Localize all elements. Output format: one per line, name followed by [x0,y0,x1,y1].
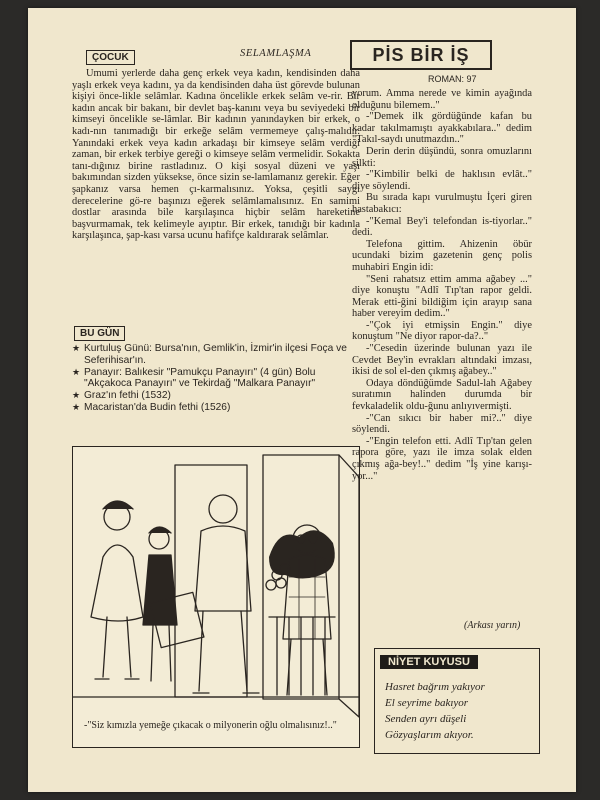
serial-paragraph: -"Can sıkıcı bir haber mi?.." diye söylendi. [352,412,532,436]
cartoon-drawing [73,447,359,747]
poem-line: Hasret bağrım yakıyor [385,681,485,693]
serial-paragraph: "Seni rahatsız ettim amma ağabey ..." diye konuştu "Adlî Tıp'tan rapor geldi. Merak etti-ğini bildiğim için arayıp sana haber vereyim dedim.." [352,273,532,320]
bugun-item: ★ Panayır: Balıkesir "Pamukçu Panayırı" (4 gün) Bolu "Akçakoca Panayırı" ve Tekirdağ "Malkara Panayır" [72,367,358,391]
serial-paragraph: -"Engin telefon etti. Adlî Tıp'tan gelen rapora göre, yazı ile imza solak elden çıkmış ağa-bey!.." dedim "İş yine karışı-yor..." [352,435,532,482]
poem-line: Gözyaşlarım akıyor. [385,729,474,741]
cocuk-paragraph: Umumi yerlerde daha genç erkek veya kadın, kendisinden daha yaşlı erkek veya kadını, ya da kendisinden daha üst görevde bulunan kişiyi önce-likle selâmlar. Kadına öncelikle erkek selâm ve-rir. Bir kadın ancak bir bakanı, bir devlet baş-kanını veya bu seviyedeki bir kimseyi öncelikle se-lâmlar. Bir kadının yanındayken bir erkek, o kadı-nın tanımadığı bir erkeğe selâm vermemeye çalış-malıdır. Yanındaki erkek veya kadın arkadaşı bir kimseye selâm verdiği zaman, bir erkek terbiye gereği o kimseye selâm vermelidir. Sokakta tanı-dığınız birine rastladınız. O kişi sosyal düzeni ve yaşı bakımından sizden yüksekse, önce sizin se-lamlamanız gerekir. Eğer şapkanız varsa hemen çı-karmalısınız. Yoksa, çeşitli saygı derecelerine gö-re başınızı eğerek selâmlamalısınız. En samimi dostlar arasında bile karşılaşınca hiçbir selâm hareketine başvurmamak, tek kelimeyle ayıptır. Bir erkek, tanıdığı bir kadınla karşılaşınca, şap-kası varsa ucunu hafifçe kaldırarak selâmlar. [72,68,360,242]
serial-paragraph: Derin derin düşündü, sonra omuzlarını silkti: [352,145,532,169]
niyet-kuyusu-label: NİYET KUYUSU [380,655,478,669]
newspaper-clipping [28,8,576,792]
cocuk-heading: SELAMLAŞMA [240,48,312,59]
cocuk-section-label: ÇOCUK [86,50,135,65]
poem [385,679,485,743]
serial-paragraph: -"Kimbilir belki de haklısın evlât.." diye söylendi. [352,169,532,192]
serial-paragraph: Telefona gittim. Ahizenin öbür ucundaki bizim gazetenin genç polis muhabiri Engin idi: [352,238,532,273]
serial-paragraph: -"Cesedin üzerinde bulunan yazı ile Cevdet Bey'in evrakları altındaki imzası, ikisi de sol el-den çıkmış ağabey.." [352,343,532,378]
cocuk-article [72,68,360,242]
bugun-item: ★ Macaristan'da Budin fethi (1526) [72,402,358,414]
continued-note: (Arkası yarın) [464,620,521,631]
serial-paragraph: -"Çok iyi etmişsin Engin." diye konuştum "Ne diyor rapor-da?.." [352,319,532,343]
bugun-item: ★ Graz'ın fethi (1532) [72,390,358,402]
cartoon-panel [72,446,360,748]
left-door-frame [175,465,247,697]
serial-title: PİS BİR İŞ [350,40,492,70]
poem-line: Senden ayrı düşeli [385,713,467,725]
niyet-kuyusu-box [374,648,540,754]
bugun-list [72,343,358,414]
open-door [339,455,359,717]
serial-paragraph: Odaya döndüğümde Sadul-lah Ağabey suratımın halinden durumda bir fevkaladelik oldu-ğunu anlıyıvermişti. [352,377,532,413]
serial-subtitle: ROMAN: 97 [428,74,477,84]
serial-text [352,88,532,482]
bugun-item: ★ Kurtuluş Günü: Bursa'nın, Gemlik'in, İzmir'in ilçesi Foça ve Seferihisar'ın. [72,343,358,367]
bugun-section-label: BU GÜN [74,326,125,341]
poem-line: El seyrime bakıyor [385,697,469,709]
serial-paragraph: yorum. Amma nerede ve kimin ayağında olduğunu bilemem.." [352,88,532,111]
serial-paragraph: Bu sırada kapı vurulmuştu İçeri giren hastabakıcı: [352,192,532,215]
cartoon-caption: -"Siz kımızla yemeğe çıkacak o milyonerin oğlu olmalısınız!.." [84,720,337,731]
serial-paragraph: -"Demek ilk gördüğünde kafan bu kadar takılmamıştı ayakkabılara.." dedim "Takıl-saydı unutmazdın.." [352,111,532,146]
serial-paragraph: -"Kemal Bey'i telefondan is-tiyorlar.." dedi. [352,215,532,239]
